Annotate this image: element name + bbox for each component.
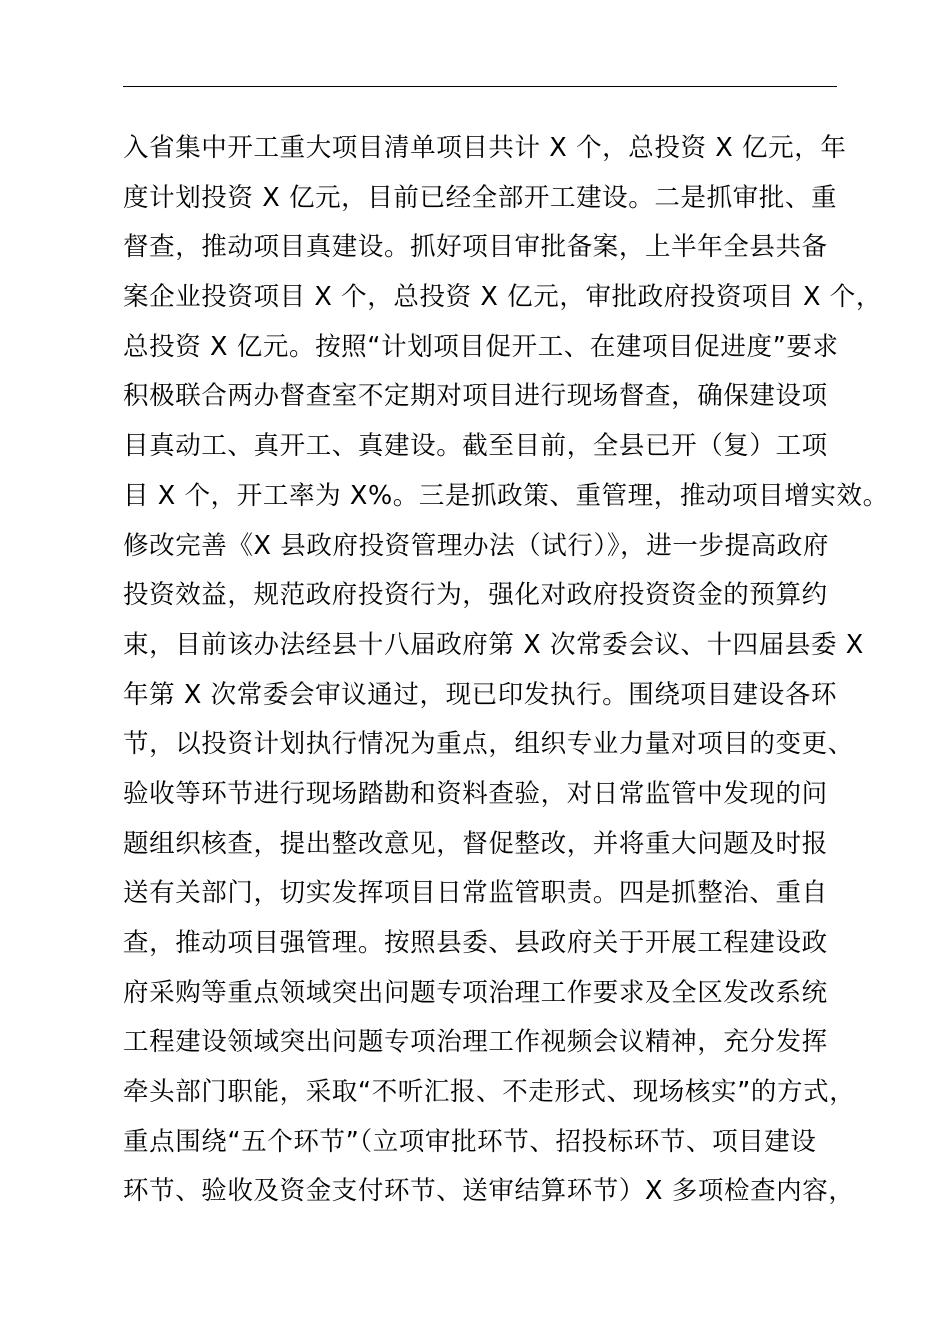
text-line: 重点围绕“五个环节”（立项审批环节、招投标环节、项目建设	[123, 1126, 817, 1157]
body-paragraph	[123, 124, 889, 1217]
text-line: 目 X 个，开工率为 X%。三是抓政策、重管理，推动项目增实效。	[123, 480, 889, 511]
text-line: 度计划投资 X 亿元，目前已经全部开工建设。二是抓审批、重	[123, 182, 838, 213]
text-line: 查，推动项目强管理。按照县委、县政府关于开展工程建设政	[123, 928, 828, 958]
text-line: 节，以投资计划执行情况为重点，组织专业力量对项目的变更、	[123, 729, 854, 760]
text-line: 牵头部门职能，采取“不听汇报、不走形式、现场核实”的方式，	[123, 1077, 856, 1108]
text-line: 验收等环节进行现场踏勘和资料查验，对日常监管中发现的问	[123, 778, 828, 809]
text-line: 束，目前该办法经县十八届政府第 X 次常委会议、十四届县委 X	[123, 629, 864, 660]
text-line: 府采购等重点领域突出问题专项治理工作要求及全区发改系统	[123, 977, 828, 1008]
text-line: 工程建设领域突出问题专项治理工作视频会议精神，充分发挥	[123, 1027, 828, 1058]
text-line: 督查，推动项目真建设。抓好项目审批备案，上半年全县共备	[123, 232, 828, 263]
text-line: 题组织核查，提出整改意见，督促整改，并将重大问题及时报	[123, 828, 828, 859]
header-rule	[123, 86, 837, 87]
text-line: 环节、验收及资金支付环节、送审结算环节）X 多项检查内容，	[123, 1176, 855, 1207]
text-line: 修改完善《X 县政府投资管理办法（试行）》，进一步提高政府	[123, 530, 829, 561]
text-line: 目真动工、真开工、真建设。截至目前，全县已开（复）工项	[123, 431, 828, 462]
text-line: 总投资 X 亿元。按照“计划项目促开工、在建项目促进度”要求	[123, 331, 839, 362]
text-line: 案企业投资项目 X 个，总投资 X 亿元，审批政府投资项目 X 个，	[123, 282, 882, 313]
text-line: 积极联合两办督查室不定期对项目进行现场督查，确保建设项	[123, 381, 828, 412]
text-line: 送有关部门，切实发挥项目日常监管职责。四是抓整治、重自	[123, 878, 828, 909]
text-line: 年第 X 次常委会审议通过，现已印发执行。围绕项目建设各环	[123, 679, 838, 710]
text-line: 入省集中开工重大项目清单项目共计 X 个，总投资 X 亿元，年	[123, 133, 847, 163]
text-line: 投资效益，规范政府投资行为，强化对政府投资资金的预算约	[123, 580, 828, 611]
